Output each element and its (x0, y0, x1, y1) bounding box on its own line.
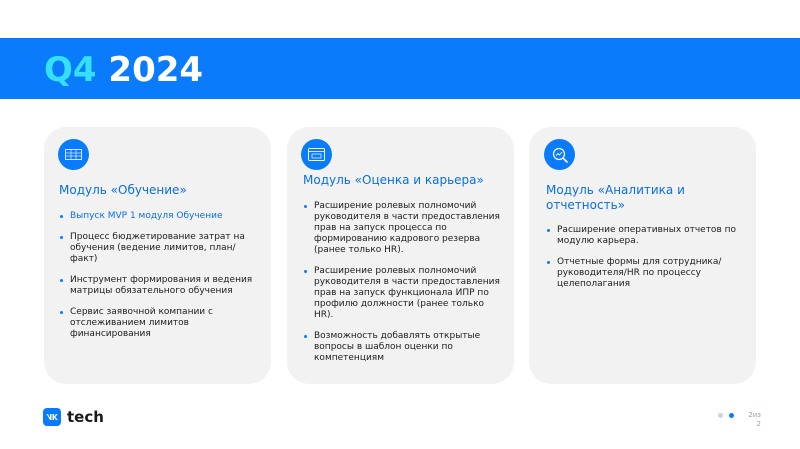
vk-tech-logo (43, 408, 104, 426)
page-indicator-label: 2из (748, 411, 761, 419)
list-item: Процесс бюджетирование затрат на обучения (ведение лимитов, план/факт) (59, 232, 259, 265)
card-assessment-career (287, 127, 514, 384)
page-number-value: 2 (756, 420, 761, 428)
logo-wordmark: tech (67, 408, 104, 426)
list-item: Расширение ролевых полномочий руководителя в части предоставления прав на запуск функционала ИПР по профилю должности (ранее только HR). (303, 266, 503, 321)
card-title: Модуль «Оценка и карьера» (303, 173, 484, 187)
vk-logo-icon (43, 408, 61, 426)
budget-table-icon (58, 139, 89, 170)
bullet-list (59, 211, 259, 350)
list-item: Расширение ролевых полномочий руководителя в части предоставления прав на запуск процесса по формированию кадрового резерва (ранее только HR). (303, 201, 503, 256)
list-item: Выпуск MVP 1 модуля Обучение (59, 211, 259, 222)
browser-window-icon (301, 139, 332, 170)
card-title: Модуль «Обучение» (59, 183, 187, 197)
list-item: Отчетные формы для сотрудника/руководителя/HR по процессу целеполагания (546, 257, 746, 290)
list-item: Расширение оперативных отчетов по модулю карьера. (546, 225, 746, 247)
card-analytics-reporting (529, 127, 756, 384)
title-quarter: Q4 (44, 50, 97, 90)
bullet-list (303, 201, 503, 374)
pager-dot[interactable] (718, 413, 723, 418)
card-learning (44, 127, 271, 384)
page-number (741, 411, 761, 429)
list-item: Сервис заявочной компании с отслеживанием лимитов финансирования (59, 307, 259, 340)
title-year: 2024 (108, 50, 204, 90)
page-title (44, 50, 203, 90)
list-item: Возможность добавлять открытые вопросы в шаблон оценки по компетенциям (303, 331, 503, 364)
list-item: Инструмент формирования и ведения матрицы обязательного обучения (59, 275, 259, 297)
analytics-magnifier-icon (544, 139, 575, 170)
card-title: Модуль «Аналитика и отчетность» (546, 183, 685, 212)
bullet-list (546, 225, 746, 300)
pager-dot-active[interactable] (729, 413, 734, 418)
